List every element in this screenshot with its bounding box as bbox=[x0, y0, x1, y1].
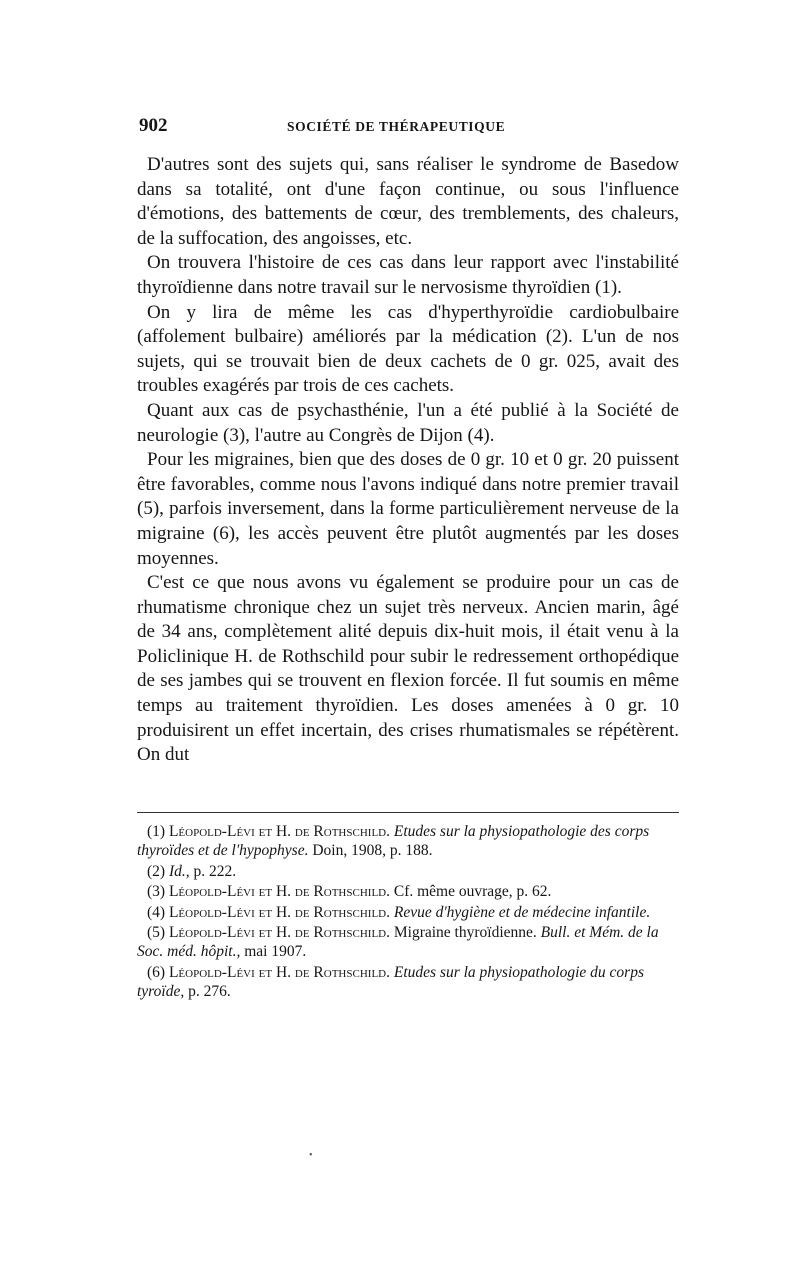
footnote-title: Etudes sur la physiopathologie du corps tyroïde, bbox=[137, 963, 645, 1001]
paragraph: On y lira de même les cas d'hyperthyroïdie cardiobulbaire (affolement bulbaire) améliorés par la médication (2). L'un de nos sujets, qui se trouvait bien de deux cachets de 0 gr. 025, avait des troubles exagérés par trois de ces cachets. bbox=[137, 301, 679, 397]
footnote-journal: Bull. et Mém. de la Soc. méd. hôpit., bbox=[137, 924, 659, 961]
paragraph: Quant aux cas de psychasthénie, l'un a été publié à la Société de neurologie (3), l'autre au Congrès de Dijon (4). bbox=[137, 399, 679, 446]
footnote-number: (5) bbox=[147, 924, 166, 942]
footnote-title: Revue d'hygiène et de médecine infantile. bbox=[393, 903, 651, 921]
footnote-details: p. 222. bbox=[193, 862, 237, 880]
footnote bbox=[137, 963, 679, 1002]
footnote-title: Id., bbox=[168, 862, 190, 880]
footnotes bbox=[137, 822, 679, 1003]
paragraph: On trouvera l'histoire de ces cas dans leur rapport avec l'instabilité thyroïdienne dans notre travail sur le nervosisme thyroïdien (1). bbox=[137, 252, 679, 298]
footnote-authors: Léopold-Lévi et H. de Rothschild. bbox=[168, 903, 390, 921]
running-header bbox=[137, 113, 679, 141]
footnote bbox=[137, 903, 679, 922]
footnote-authors: Léopold-Lévi et H. de Rothschild. bbox=[168, 823, 390, 840]
footnote-details: Doin, 1908, p. 188. bbox=[312, 842, 433, 860]
print-speck: • bbox=[309, 1150, 313, 1161]
footnote-divider bbox=[137, 812, 679, 813]
footnote-details: Cf. même ouvrage, p. 62. bbox=[393, 883, 552, 901]
footnote-number: (6) bbox=[147, 963, 166, 981]
footnote-authors: Léopold-Lévi et H. de Rothschild. bbox=[168, 924, 390, 942]
footnote-details: p. 276. bbox=[188, 983, 231, 1001]
footnote-number: (2) bbox=[147, 862, 166, 880]
footnote bbox=[137, 923, 679, 962]
footnote-number: (4) bbox=[147, 903, 166, 921]
footnote bbox=[137, 862, 679, 881]
running-title: SOCIÉTÉ DE THÉRAPEUTIQUE bbox=[287, 119, 506, 134]
footnote-authors: Léopold-Lévi et H. de Rothschild. bbox=[168, 883, 390, 901]
paragraph: Pour les migraines, bien que des doses de 0 gr. 10 et 0 gr. 20 puissent être favorables, comme nous l'avons indiqué dans notre premier travail (5), parfois inversement, dans la forme particulièrement nerveuse de la migraine (6), les accès peuvent être plutôt augmentés par les doses moyennes. bbox=[137, 449, 679, 569]
paragraph: C'est ce que nous avons vu également se produire pour un cas de rhumatisme chronique chez un sujet très nerveux. Ancien marin, âgé de 34 ans, complètement alité depuis dix-huit mois, il était venu à la Policlinique H. de Rothschild pour subir le redressement orthopédique de ses jambes qui se trouvent en flexion forcée. Il fut soumis en même temps au traitement thyroïdien. Les doses amenées à 0 gr. 10 produisirent un effet incertain, des crises rhumatismales se répétèrent. On dut bbox=[137, 572, 679, 766]
footnote-details: Migraine thyroïdienne. bbox=[393, 924, 537, 942]
paragraph: D'autres sont des sujets qui, sans réaliser le syndrome de Basedow dans sa totalité, ont d'une façon continue, ou sous l'influence d'émotions, des battements de cœur, des tremblements, des chaleurs, de la suffocation, des angoisses, etc. bbox=[137, 154, 679, 249]
page-number: 902 bbox=[139, 115, 168, 136]
footnote-title: Etudes sur la physiopathologie des corps thyroïdes et de l'hypophyse. bbox=[137, 823, 650, 860]
body-text bbox=[137, 153, 679, 768]
footnote-number: (3) bbox=[147, 883, 166, 901]
footnote-authors: Léopold-Lévi et H. de Rothschild. bbox=[168, 963, 390, 981]
footnote-date: mai 1907. bbox=[244, 943, 307, 961]
footnote bbox=[137, 882, 679, 901]
footnote bbox=[137, 822, 679, 861]
footnote-number: (1) bbox=[147, 823, 166, 840]
